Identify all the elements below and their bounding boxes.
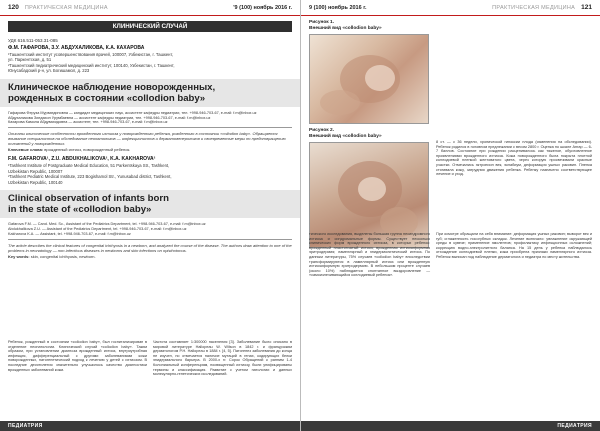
right-footer — [301, 421, 600, 431]
left-body-columns — [8, 340, 292, 377]
page-number: 120 — [8, 4, 19, 11]
contact-line: Кахарова Камола Абдувахидовна — ассистент, тел. +998-946-703-67, e-mail: f.m@inbox.uz — [8, 120, 168, 125]
contact-line: Гафарова Феруза Мурватдиновна — кандидат медицинских наук, ассистент кафедры педиатрии, тел. +998-946-703-67, e-mail: f.m@inbox.uz — [8, 110, 257, 115]
ru-affiliations — [8, 52, 292, 74]
ru-keywords — [8, 147, 292, 152]
en-contacts — [8, 222, 292, 240]
journal-name: ПРАКТИЧЕСКАЯ МЕДИЦИНА — [492, 4, 576, 11]
right-lower-left-column — [309, 232, 430, 278]
footer-section-label: ПЕДИАТРИЯ — [8, 423, 43, 429]
en-keywords-label: Key words: — [8, 253, 30, 259]
issue-info: 9 (100) ноябрь 2016 г. — [309, 4, 367, 11]
right-body-columns — [436, 232, 592, 260]
right-page — [300, 0, 600, 431]
ru-keywords-label: Ключевые слова: — [8, 147, 44, 153]
contact-line: Abdukhalikova Z.U. — Assistant of the Pediatrics Department, tel. +998-946-703-67, e-mail: f.m@inbox.uz — [8, 226, 187, 231]
right-text-block: 8 ст. — с 36 недели, хронической гипоксии плода (изменения на обследовании). Ребенок родился в головном предлежании с весом 2800 г. Оценка по шкале Апгар — 6-7 баллов. Состояние при рождении расценивалось как тяжелое, обусловленное проявлениями врожденного ихтиоза. Кожа новорожденного была покрыта плотной коллодиевой пленкой желтоватого цвета, через которую просвечивали красные участки. Отмечались эктропион век, эклабиум, деформация ушных раковин. Пленка стягивала кожу, затрудняя движения ребенка. Ребенку назначено соответствующее лечение и уход. — [436, 140, 592, 177]
en-affiliation-line: Uzbekistan Republic, 100007 — [8, 168, 63, 174]
figure-1-photo — [309, 34, 429, 124]
figure-1-caption: Внешний вид «collodion baby» — [309, 26, 382, 31]
body-column: При осмотре обращали на себя внимание: деформация ушных раковин; выворот век и губ; сглаженность носогубных складок. Лечение включало: увлажнение окружающей среды в кувезе; применение эмолентов; профилактику инфекционных осложнений; коррекцию водно-электролитного баланса. На 15 день у ребенка наблюдалось отхождение коллодиевой пленки, кожа приобрела признаки ламеллярного ихтиоза. Ребенок выписан под наблюдение дерматолога и педиатра по месту жительства. — [436, 232, 592, 259]
left-footer — [0, 421, 300, 431]
ru-affiliation-line: ¹Ташкентский институт усовершенствования врачей, 100007, Узбекистан, г. Ташкент, — [8, 52, 174, 57]
left-header — [0, 0, 300, 16]
body-column: Ребенок, рожденный в состоянии «collodion baby», был госпитализирован в отделение неонатологии. Клинический случай «collodion baby». Таким образом, при установлении диагноза врожденный ихтиоз, внутриутробная инфекция, дифференциальный с другими заболеваниями кожи новорожденных, патогенетический подход к лечению у детей с ихтиозом. В последние десятилетия значительно улучшилось качество диагностики врожденных заболеваний кожи. — [8, 340, 147, 372]
ru-keywords-text: врожденный ихтиоз, новорожденный ребенок. — [44, 147, 131, 153]
en-keywords — [8, 254, 292, 259]
page-number: 121 — [581, 4, 592, 11]
en-title-line: in the state of «collodion baby» — [8, 203, 152, 215]
figure-1-label: Рисунок 1. — [309, 20, 335, 25]
ru-affiliation-line: ²Ташкентский педиатрический медицинский институт, 100140, Узбекистан, г. Ташкент, — [8, 62, 175, 68]
en-keywords-text: skin, congenital ichthyosis, newborn. — [30, 253, 96, 259]
contact-line: Kakharova K.A. — Assistant, tel. +998-946-703-67, e-mail: f.m@inbox.uz — [8, 231, 131, 236]
ru-title-box — [0, 79, 300, 107]
ru-authors: Ф.М. ГАФАРОВА, З.У. АБДУХАЛИКОВА, К.А. КАХАРОВА — [8, 45, 145, 51]
en-title-line: Clinical observation of infants born — [8, 192, 169, 204]
right-header — [301, 0, 600, 16]
ru-abstract: Описаны клинические особенности врожденного ихтиоза у новорожденного ребенка, рожденного в состоянии «collodion baby». Обращается внимание специалистов на обследование неонатологов — инфекционистов и дерматовенерологов и своевременные меры по предотвращению осложнений у новорожденных. — [8, 131, 286, 147]
udk-code: УДК 616.511-053.31-085 — [8, 38, 58, 43]
ru-contacts — [8, 111, 292, 129]
ru-title-line: Клиническое наблюдение новорожденных, — [8, 81, 216, 93]
ru-affiliation-line: ул. Паркентская, д. 51 — [8, 57, 52, 63]
figure-1 — [309, 20, 592, 124]
en-affiliations — [8, 163, 292, 185]
en-affiliation-line: Uzbekistan Republic, 100140 — [8, 179, 63, 185]
contact-line: Gafarova F.M. — Cand. Med. Sc., Assistant of the Pediatrics Department, tel. +998-946-703-67, e-mail: f.m@inbox.uz — [8, 221, 206, 226]
figure-2-caption: Внешний вид «collodion baby» — [309, 134, 382, 139]
journal-name: ПРАКТИЧЕСКАЯ МЕДИЦИНА — [24, 4, 108, 11]
ru-title-line: рожденных в состоянии «collodion baby» — [8, 92, 206, 104]
footer-section-label: ПЕДИАТРИЯ — [557, 423, 592, 429]
figure-2-label: Рисунок 2. — [309, 128, 335, 133]
ru-affiliation-line: Юнусабадский р-н, ул. Богишамол, д. 223 — [8, 68, 90, 74]
contact-line: Абдухаликова Зиедахон Урумбаевна — ассистент кафедры педиатрии, тел. +998-946-703-67, e-mail: f.m@inbox.uz — [8, 115, 211, 120]
en-authors: F.M. GAFAROVA¹, Z.U. ABDUKHALIKOVA², K.A. KAKHAROVA² — [8, 156, 156, 163]
en-title-box — [0, 190, 300, 218]
body-column: Частота составляет 1:300000 населения [3]. Заболевание было описано в мировой литературе Hallopeau W. Wilson в 1842 г. и французским дерматологом P.H. Hallopeau в 1884 г. [4, 5]. Патогенез заболевания до конца не изучен, но отмечается наличие мутаций в генах, кодирующих белки эпидермального барьера. В 2000-х гг. Сорок Обращений к ранним 1-4 Колониальный конференциям, посвященный ихтиозу, были унифицированы термины и классификация. Развитие с учетом патологии и данных молекулярно-генетических исследований. — [153, 340, 292, 377]
section-rubric: КЛИНИЧЕСКИЙ СЛУЧАЙ — [8, 21, 292, 32]
en-abstract: The article describes the clinical features of congenital ichthyosis in a newborn, and analyzed the course of the disease. The authors draw attention to one of the problems in neonatology — non-infectious diseases in newborns and skin infections on opisthotonus. — [8, 242, 292, 253]
en-affiliation-line: ²Tashkent Pediatric Medical Institute, 223 Bogishamol Str., Yunusabad district, Tashkent, — [8, 174, 172, 180]
issue-info: '9 (100) ноябрь 2016 г. — [233, 4, 292, 11]
en-affiliation-line: ¹Tashkent Institute of Postgraduate Medical Education, 51 Parkentskaya Str., Tashkent, — [8, 163, 170, 169]
body-column: тического исследования, выделены большая группа несиндромного ихтиоза и синдромальные формы. Существует несколько клинических форм врожденного ихтиоза, в которых ребенок: врожденный пластинчатый ихтиоз; врожденная ихтиозиформная эритродермия; ламеллярный и эпидермолитический ихтиоз. По данным литературы, 75% случаев «collodion baby» впоследствии трансформируются в ламеллярный ихтиоз или врожденную ихтиозиформную эритродермию. В небольшом проценте случаев (около 10%) наблюдается спонтанное выздоровление — «самоизлечивающийся коллодиевый ребенок». — [309, 232, 430, 278]
